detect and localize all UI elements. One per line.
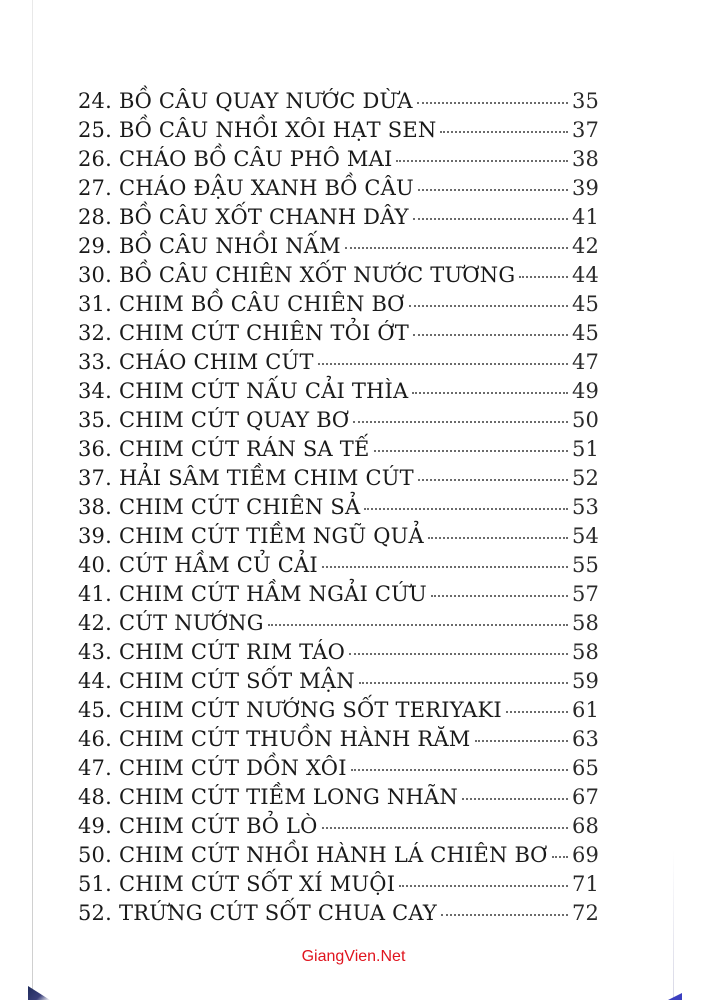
dot-leader bbox=[462, 797, 568, 800]
toc-entry bbox=[78, 582, 598, 611]
dot-leader bbox=[409, 304, 569, 307]
dot-leader bbox=[359, 681, 568, 684]
toc-entry-number: 31. bbox=[78, 292, 112, 316]
toc-entry-number: 40. bbox=[78, 553, 112, 577]
toc-entry bbox=[78, 727, 598, 756]
cover-corner-bottom-right bbox=[668, 993, 682, 1000]
toc-entry bbox=[78, 147, 598, 176]
toc-entry-page: 50 bbox=[572, 408, 600, 432]
toc-entry bbox=[78, 524, 598, 553]
dot-leader bbox=[552, 855, 568, 858]
toc-entry-title: CHIM CÚT BỎ LÒ bbox=[119, 814, 318, 838]
dot-leader bbox=[396, 159, 568, 162]
toc-entry-page: 38 bbox=[572, 147, 600, 171]
toc-entry-number: 26. bbox=[78, 147, 112, 171]
toc-entry-page: 41 bbox=[572, 205, 600, 229]
dot-leader bbox=[519, 275, 568, 278]
toc-entry bbox=[78, 234, 598, 263]
toc-entry-page: 72 bbox=[572, 901, 600, 925]
toc-entry-page: 65 bbox=[572, 756, 600, 780]
toc-entry-page: 42 bbox=[572, 234, 600, 258]
toc-entry bbox=[78, 814, 598, 843]
toc-entry-title: BỒ CÂU NHỒI XÔI HẠT SEN bbox=[119, 118, 437, 142]
toc-entry bbox=[78, 611, 598, 640]
toc-entry-number: 33. bbox=[78, 350, 112, 374]
toc-entry-number: 50. bbox=[78, 843, 112, 867]
toc-entry-number: 48. bbox=[78, 785, 112, 809]
toc-entry-title: CHIM CÚT DỒN XÔI bbox=[119, 756, 347, 780]
toc-entry-number: 25. bbox=[78, 118, 112, 142]
toc-entry bbox=[78, 263, 598, 292]
toc-entry bbox=[78, 698, 598, 727]
toc-entry-title: CÚT HẦM CỦ CẢI bbox=[119, 553, 318, 577]
toc-entry bbox=[78, 553, 598, 582]
toc-entry bbox=[78, 843, 598, 872]
toc-entry-page: 61 bbox=[572, 698, 600, 722]
toc-entry-title: CÚT NƯỚNG bbox=[119, 611, 264, 635]
toc-entry-number: 45. bbox=[78, 698, 112, 722]
toc-entry-page: 53 bbox=[572, 495, 600, 519]
page-left-edge bbox=[32, 0, 33, 1000]
toc-entry-page: 69 bbox=[572, 843, 600, 867]
dot-leader bbox=[440, 130, 568, 133]
toc-entry-title: CHIM CÚT TIỀM NGŨ QUẢ bbox=[119, 524, 424, 548]
toc-entry-title: BỒ CÂU CHIÊN XỐT NƯỚC TƯƠNG bbox=[119, 263, 516, 287]
toc-entry bbox=[78, 785, 598, 814]
toc-entry bbox=[78, 901, 598, 930]
toc-entry-number: 52. bbox=[78, 901, 112, 925]
dot-leader bbox=[318, 362, 568, 365]
toc-entry-title: HẢI SÂM TIỀM CHIM CÚT bbox=[119, 466, 414, 490]
toc-entry-title: CHIM CÚT CHIÊN SẢ bbox=[119, 495, 361, 519]
toc-entry-number: 28. bbox=[78, 205, 112, 229]
toc-entry-title: CHIM CÚT SỐT MẬN bbox=[119, 669, 355, 693]
toc-entry-number: 30. bbox=[78, 263, 112, 287]
toc-entry-number: 29. bbox=[78, 234, 112, 258]
toc-entry-page: 51 bbox=[572, 437, 600, 461]
toc-entry-page: 67 bbox=[572, 785, 600, 809]
toc-entry-number: 38. bbox=[78, 495, 112, 519]
toc-entry-title: CHIM CÚT HẦM NGẢI CỨU bbox=[119, 582, 427, 606]
toc-entry-number: 46. bbox=[78, 727, 112, 751]
toc-entry-title: CHIM CÚT THUỒN HÀNH RĂM bbox=[119, 727, 471, 751]
dot-leader bbox=[345, 246, 568, 249]
toc-entry bbox=[78, 292, 598, 321]
toc-entry-number: 44. bbox=[78, 669, 112, 693]
toc-entry-number: 34. bbox=[78, 379, 112, 403]
dot-leader bbox=[506, 710, 568, 713]
toc-entry-number: 42. bbox=[78, 611, 112, 635]
toc-entry bbox=[78, 466, 598, 495]
toc-entry-number: 36. bbox=[78, 437, 112, 461]
toc-entry-page: 35 bbox=[572, 89, 600, 113]
dot-leader bbox=[441, 913, 568, 916]
toc-entry-title: BỒ CÂU QUAY NƯỚC DỪA bbox=[119, 89, 413, 113]
toc-entry-title: BỒ CÂU XỐT CHANH DÂY bbox=[119, 205, 409, 229]
dot-leader bbox=[475, 739, 568, 742]
dot-leader bbox=[418, 188, 568, 191]
toc-entry-title: TRỨNG CÚT SỐT CHUA CAY bbox=[119, 901, 437, 925]
dot-leader bbox=[417, 101, 568, 104]
dot-leader bbox=[374, 449, 569, 452]
toc-entry bbox=[78, 118, 598, 147]
toc-entry-title: CHIM CÚT TIỀM LONG NHÃN bbox=[119, 785, 458, 809]
toc-entry bbox=[78, 379, 598, 408]
page-right-edge bbox=[673, 850, 674, 1000]
dot-leader bbox=[413, 217, 568, 220]
toc-entry-title: BỒ CÂU NHỒI NẤM bbox=[119, 234, 341, 258]
toc-entry-number: 39. bbox=[78, 524, 112, 548]
toc-entry-title: CHIM CÚT CHIÊN TỎI ỚT bbox=[119, 321, 409, 345]
toc-entry-page: 71 bbox=[572, 872, 600, 896]
toc-entry-page: 57 bbox=[572, 582, 600, 606]
dot-leader bbox=[418, 478, 568, 481]
dot-leader bbox=[322, 565, 568, 568]
toc-entry-title: CHIM CÚT NƯỚNG SỐT TERIYAKI bbox=[119, 698, 502, 722]
dot-leader bbox=[431, 594, 568, 597]
toc-entry-page: 45 bbox=[572, 292, 600, 316]
table-of-contents bbox=[78, 89, 598, 930]
toc-entry bbox=[78, 756, 598, 785]
toc-entry-number: 47. bbox=[78, 756, 112, 780]
toc-entry bbox=[78, 495, 598, 524]
toc-entry bbox=[78, 640, 598, 669]
toc-entry-page: 63 bbox=[572, 727, 600, 751]
toc-entry-number: 27. bbox=[78, 176, 112, 200]
toc-entry-number: 43. bbox=[78, 640, 112, 664]
toc-entry-title: CHIM BỒ CÂU CHIÊN BƠ bbox=[119, 292, 405, 316]
dot-leader bbox=[364, 507, 568, 510]
toc-entry bbox=[78, 872, 598, 901]
toc-entry-page: 44 bbox=[572, 263, 600, 287]
toc-entry-page: 47 bbox=[572, 350, 600, 374]
toc-entry-number: 32. bbox=[78, 321, 112, 345]
toc-entry-page: 58 bbox=[572, 611, 600, 635]
toc-entry-title: CHÁO BỒ CÂU PHÔ MAI bbox=[119, 147, 393, 171]
toc-entry-page: 52 bbox=[572, 466, 600, 490]
toc-entry-page: 68 bbox=[572, 814, 600, 838]
toc-entry bbox=[78, 669, 598, 698]
toc-entry bbox=[78, 437, 598, 466]
dot-leader bbox=[268, 623, 568, 626]
toc-entry-number: 51. bbox=[78, 872, 112, 896]
dot-leader bbox=[412, 391, 568, 394]
toc-entry-title: CHIM CÚT NHỒI HÀNH LÁ CHIÊN BƠ bbox=[119, 843, 548, 867]
toc-entry-number: 37. bbox=[78, 466, 112, 490]
toc-entry-title: CHIM CÚT SỐT XÍ MUỘI bbox=[119, 872, 396, 896]
toc-entry-page: 39 bbox=[572, 176, 600, 200]
toc-entry-page: 45 bbox=[572, 321, 600, 345]
toc-entry-page: 58 bbox=[572, 640, 600, 664]
watermark: GiangVien.Net bbox=[301, 948, 406, 965]
toc-entry-title: CHIM CÚT NẤU CẢI THÌA bbox=[119, 379, 409, 403]
toc-entry-number: 49. bbox=[78, 814, 112, 838]
toc-entry bbox=[78, 350, 598, 379]
toc-entry bbox=[78, 408, 598, 437]
toc-entry-title: CHIM CÚT RÁN SA TẾ bbox=[119, 437, 370, 461]
toc-entry-title: CHIM CÚT QUAY BƠ bbox=[119, 408, 350, 432]
dot-leader bbox=[351, 768, 568, 771]
dot-leader bbox=[428, 536, 568, 539]
dot-leader bbox=[353, 420, 568, 423]
toc-entry-title: CHÁO CHIM CÚT bbox=[119, 350, 314, 374]
toc-entry-title: CHÁO ĐẬU XANH BỒ CÂU bbox=[119, 176, 414, 200]
toc-entry-title: CHIM CÚT RIM TÁO bbox=[119, 640, 346, 664]
dot-leader bbox=[413, 333, 568, 336]
toc-entry bbox=[78, 176, 598, 205]
dot-leader bbox=[399, 884, 568, 887]
toc-entry-page: 55 bbox=[572, 553, 600, 577]
toc-entry-page: 49 bbox=[572, 379, 600, 403]
dot-leader bbox=[322, 826, 568, 829]
toc-entry-page: 54 bbox=[572, 524, 600, 548]
toc-entry bbox=[78, 205, 598, 234]
toc-entry-number: 35. bbox=[78, 408, 112, 432]
toc-entry-number: 41. bbox=[78, 582, 112, 606]
toc-entry-number: 24. bbox=[78, 89, 112, 113]
toc-entry-page: 37 bbox=[572, 118, 600, 142]
dot-leader bbox=[349, 652, 568, 655]
toc-entry-page: 59 bbox=[572, 669, 600, 693]
toc-entry bbox=[78, 89, 598, 118]
toc-entry bbox=[78, 321, 598, 350]
